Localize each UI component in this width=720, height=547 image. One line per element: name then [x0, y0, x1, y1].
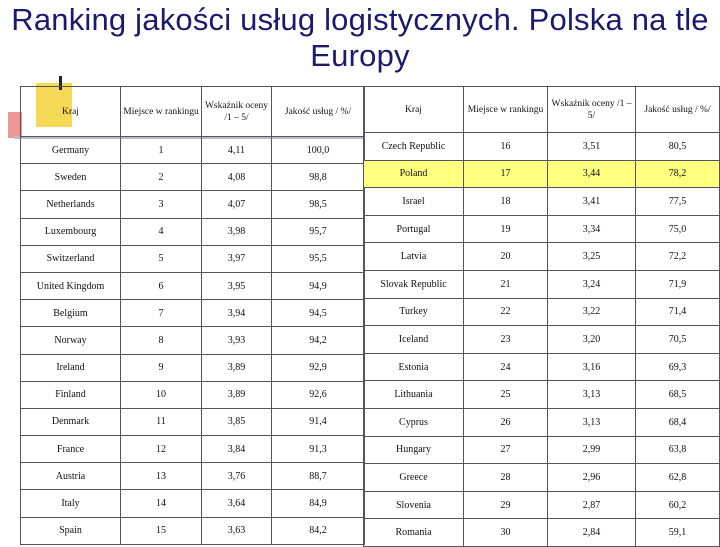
cell-rank: 14	[121, 490, 202, 517]
table-row	[364, 133, 720, 161]
cell-score: 3,51	[548, 133, 636, 161]
cell-score: 3,64	[202, 490, 272, 517]
cell-quality: 94,2	[272, 327, 365, 354]
table-row	[364, 160, 720, 188]
cell-country: Turkey	[364, 298, 464, 326]
cell-rank: 25	[464, 381, 548, 409]
cell-score: 3,13	[548, 381, 636, 409]
cell-rank: 26	[464, 408, 548, 436]
cell-score: 3,22	[548, 298, 636, 326]
cell-score: 2,87	[548, 491, 636, 519]
cell-quality: 91,3	[272, 436, 365, 463]
cell-rank: 6	[121, 272, 202, 299]
cell-score: 3,24	[548, 270, 636, 298]
cell-rank: 19	[464, 215, 548, 243]
cell-country: Czech Republic	[364, 133, 464, 161]
cell-score: 2,99	[548, 436, 636, 464]
header-rank: Miejsce w rankingu	[464, 87, 548, 133]
cell-quality: 78,2	[636, 160, 720, 188]
cell-rank: 30	[464, 519, 548, 547]
table-row	[21, 300, 365, 327]
cell-rank: 22	[464, 298, 548, 326]
table-row	[21, 463, 365, 490]
cell-score: 3,85	[202, 408, 272, 435]
table-row	[364, 215, 720, 243]
cell-score: 3,34	[548, 215, 636, 243]
cell-rank: 16	[464, 133, 548, 161]
cell-country: Denmark	[21, 408, 121, 435]
cell-rank: 2	[121, 164, 202, 191]
cell-quality: 98,5	[272, 191, 365, 218]
table-header-row	[364, 87, 720, 133]
cell-quality: 63,8	[636, 436, 720, 464]
cell-country: Ireland	[21, 354, 121, 381]
cell-country: Italy	[21, 490, 121, 517]
cell-rank: 7	[121, 300, 202, 327]
header-rank: Miejsce w rankingu	[121, 87, 202, 137]
cell-quality: 70,5	[636, 326, 720, 354]
cell-quality: 68,4	[636, 408, 720, 436]
cell-quality: 71,4	[636, 298, 720, 326]
cell-rank: 10	[121, 381, 202, 408]
header-score: Wskaźnik oceny /1 – 5/	[202, 87, 272, 137]
cell-score: 3,95	[202, 272, 272, 299]
cell-rank: 24	[464, 353, 548, 381]
cell-score: 3,44	[548, 160, 636, 188]
table-row	[364, 408, 720, 436]
cell-score: 3,25	[548, 243, 636, 271]
cell-country: Estonia	[364, 353, 464, 381]
cell-score: 2,84	[548, 519, 636, 547]
cell-score: 3,94	[202, 300, 272, 327]
cell-quality: 80,5	[636, 133, 720, 161]
cell-quality: 95,7	[272, 218, 365, 245]
cell-rank: 27	[464, 436, 548, 464]
cell-quality: 92,9	[272, 354, 365, 381]
cell-score: 3,89	[202, 381, 272, 408]
cell-score: 3,97	[202, 245, 272, 272]
cell-country: Norway	[21, 327, 121, 354]
table-row	[364, 491, 720, 519]
cell-rank: 11	[121, 408, 202, 435]
header-quality: Jakość usług / %/	[272, 87, 365, 137]
header-country: Kraj	[364, 87, 464, 133]
cell-rank: 15	[121, 517, 202, 544]
cell-quality: 60,2	[636, 491, 720, 519]
cell-score: 4,08	[202, 164, 272, 191]
table-row	[21, 381, 365, 408]
table-row	[364, 353, 720, 381]
cell-quality: 84,2	[272, 517, 365, 544]
table-row	[21, 137, 365, 164]
cell-quality: 68,5	[636, 381, 720, 409]
cell-country: Finland	[21, 381, 121, 408]
cell-quality: 69,3	[636, 353, 720, 381]
cell-quality: 92,6	[272, 381, 365, 408]
cell-score: 3,16	[548, 353, 636, 381]
cell-country: Poland	[364, 160, 464, 188]
table-row	[21, 408, 365, 435]
cell-quality: 98,8	[272, 164, 365, 191]
cell-quality: 88,7	[272, 463, 365, 490]
cell-rank: 4	[121, 218, 202, 245]
cell-country: Sweden	[21, 164, 121, 191]
cell-country: Luxembourg	[21, 218, 121, 245]
table-header-row	[21, 87, 365, 137]
cell-rank: 3	[121, 191, 202, 218]
table-row	[21, 517, 365, 544]
cell-country: Slovenia	[364, 491, 464, 519]
table-row	[364, 464, 720, 492]
cell-country: Iceland	[364, 326, 464, 354]
cell-country: Hungary	[364, 436, 464, 464]
cell-country: Greece	[364, 464, 464, 492]
table-row	[364, 326, 720, 354]
cell-country: Austria	[21, 463, 121, 490]
table-row	[21, 218, 365, 245]
cell-quality: 84,9	[272, 490, 365, 517]
table-row	[364, 270, 720, 298]
cell-quality: 91,4	[272, 408, 365, 435]
ranking-table-right	[363, 86, 720, 547]
cell-score: 3,84	[202, 436, 272, 463]
table-row	[21, 191, 365, 218]
cell-country: United Kingdom	[21, 272, 121, 299]
table-row	[364, 436, 720, 464]
cell-rank: 28	[464, 464, 548, 492]
cell-score: 3,89	[202, 354, 272, 381]
slide-title: Ranking jakości usług logistycznych. Polska na tle Europy	[11, 2, 709, 73]
cell-quality: 95,5	[272, 245, 365, 272]
cell-country: Switzerland	[21, 245, 121, 272]
table-row	[21, 164, 365, 191]
cell-quality: 71,9	[636, 270, 720, 298]
cell-quality: 62,8	[636, 464, 720, 492]
cell-country: Germany	[21, 137, 121, 164]
table-row	[21, 245, 365, 272]
table-row	[364, 381, 720, 409]
table-row	[364, 188, 720, 216]
cell-country: Netherlands	[21, 191, 121, 218]
cell-quality: 100,0	[272, 137, 365, 164]
cell-rank: 17	[464, 160, 548, 188]
cell-rank: 21	[464, 270, 548, 298]
table-row	[364, 243, 720, 271]
table-row	[21, 436, 365, 463]
cell-score: 4,07	[202, 191, 272, 218]
cell-score: 3,13	[548, 408, 636, 436]
cell-rank: 13	[121, 463, 202, 490]
table-row	[21, 327, 365, 354]
header-quality: Jakość usług / %/	[636, 87, 720, 133]
cell-country: Portugal	[364, 215, 464, 243]
cell-quality: 77,5	[636, 188, 720, 216]
cell-score: 3,41	[548, 188, 636, 216]
cell-country: Romania	[364, 519, 464, 547]
cell-rank: 12	[121, 436, 202, 463]
cell-score: 2,96	[548, 464, 636, 492]
cell-score: 4,11	[202, 137, 272, 164]
cell-rank: 5	[121, 245, 202, 272]
cell-rank: 20	[464, 243, 548, 271]
cell-score: 3,63	[202, 517, 272, 544]
cell-country: France	[21, 436, 121, 463]
ranking-table-left	[20, 86, 365, 545]
cell-quality: 72,2	[636, 243, 720, 271]
cell-country: Lithuania	[364, 381, 464, 409]
cell-country: Israel	[364, 188, 464, 216]
table-row	[364, 519, 720, 547]
header-country: Kraj	[21, 87, 121, 137]
cell-country: Belgium	[21, 300, 121, 327]
cell-rank: 29	[464, 491, 548, 519]
table-row	[21, 272, 365, 299]
table-row	[21, 490, 365, 517]
cell-score: 3,20	[548, 326, 636, 354]
cell-country: Cyprus	[364, 408, 464, 436]
cell-score: 3,98	[202, 218, 272, 245]
cell-rank: 9	[121, 354, 202, 381]
table-row	[364, 298, 720, 326]
cell-score: 3,93	[202, 327, 272, 354]
cell-country: Slovak Republic	[364, 270, 464, 298]
cell-rank: 8	[121, 327, 202, 354]
cell-rank: 23	[464, 326, 548, 354]
cell-quality: 59,1	[636, 519, 720, 547]
cell-country: Latvia	[364, 243, 464, 271]
cell-score: 3,76	[202, 463, 272, 490]
cell-rank: 1	[121, 137, 202, 164]
cell-quality: 94,5	[272, 300, 365, 327]
cell-quality: 94,9	[272, 272, 365, 299]
cell-quality: 75,0	[636, 215, 720, 243]
cell-rank: 18	[464, 188, 548, 216]
table-row	[21, 354, 365, 381]
header-score: Wskaźnik oceny /1 – 5/	[548, 87, 636, 133]
cell-country: Spain	[21, 517, 121, 544]
